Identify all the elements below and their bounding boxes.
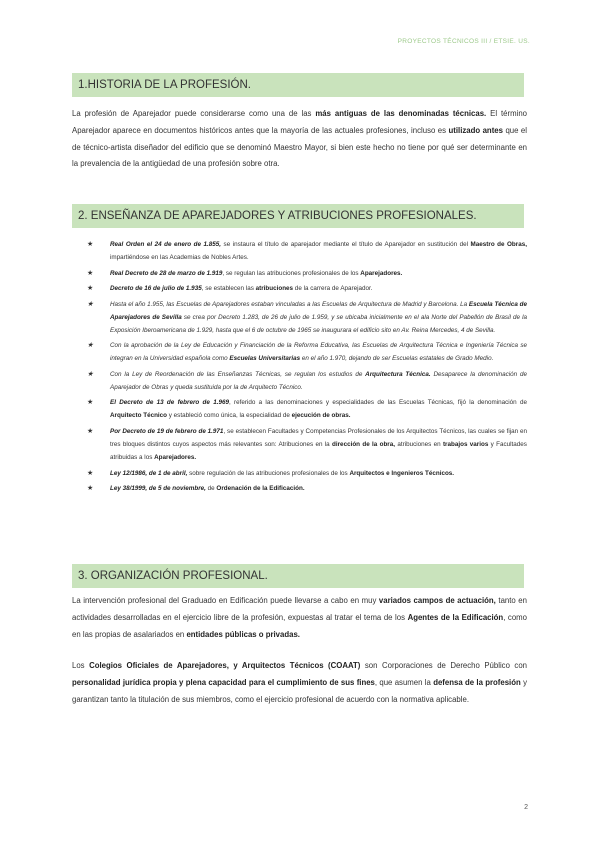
list-item: [72, 467, 527, 480]
body-text: , que asumen la: [374, 677, 434, 687]
emphasis-text: Maestro de Obras,: [470, 241, 527, 248]
emphasis-text: Escuelas Universitarias: [229, 355, 301, 363]
list-item: [72, 482, 527, 495]
emphasis-text: Aparejadores.: [154, 454, 197, 462]
star-bullet-icon: ★: [87, 269, 94, 277]
emphasis-text: Decreto de 16 de julio de 1.935: [110, 285, 202, 293]
star-bullet-icon: ★: [87, 370, 94, 378]
organizacion-paragraph-2: [72, 658, 527, 708]
body-text: tanto en actividades desarrolladas en el ejercicio libre de la profesión, expuestas al tratar el tema de los: [72, 596, 527, 622]
star-bullet-icon: ★: [87, 469, 94, 477]
body-text: y Facultades atribuidas a los: [110, 441, 527, 462]
body-text: La intervención profesional del Graduado en Edificación puede llevarse a cabo en muy: [72, 596, 379, 605]
list-item: [72, 425, 527, 464]
body-text: Los: [72, 661, 90, 670]
section-title-organizacion: 3. ORGANIZACIÓN PROFESIONAL.: [72, 564, 524, 588]
section-title-ensenanza: 2. ENSEÑANZA DE APAREJADORES Y ATRIBUCIONES PROFESIONALES.: [72, 204, 524, 228]
body-text: La profesión de Aparejador puede considerarse como una de las: [72, 109, 316, 118]
body-text: de: [205, 485, 217, 493]
list-item: [72, 396, 527, 422]
list-item: [72, 298, 527, 337]
body-text: , se establecen las: [201, 285, 256, 293]
list-item: [72, 282, 527, 295]
emphasis-text: utilizado antes: [448, 125, 503, 135]
atribuciones-list: [72, 238, 527, 498]
body-text: , se establecen Facultades y Competencias Profesionales de los Arquitectos Técnicos, las cuales se fijan en tres bloques distintos cuyos aspectos más relevantes son: Atribuciones en la: [110, 427, 528, 449]
list-item: [72, 339, 527, 365]
page-number: 2: [524, 804, 528, 811]
list-item: [72, 238, 527, 264]
emphasis-text: Por Decreto de 19 de febrero de 1.971: [110, 427, 224, 435]
emphasis-text: Ley 38/1999, de 5 de noviembre,: [110, 485, 206, 493]
emphasis-text: Arquitecto Técnico: [110, 412, 168, 420]
body-text: Hasta el año 1.955, las Escuelas de Aparejadores estaban vinculadas a las Escuelas de Arquitectura de Madrid y Barcelona. La: [110, 300, 469, 308]
emphasis-text: Real Decreto de 28 de marzo de 1.919: [110, 269, 223, 277]
emphasis-text: personalidad jurídica propia y plena capacidad para el cumplimiento de sus fines: [72, 677, 375, 687]
emphasis-text: El Decreto de 13 de febrero de 1.969: [110, 399, 229, 407]
body-text: son Corporaciones de Derecho Público con: [360, 661, 528, 670]
emphasis-text: Agentes de la Edificación: [407, 612, 504, 622]
historia-paragraph: [72, 106, 527, 173]
body-text: , referido a las denominaciones y especialidades de las Escuelas Técnicas, fijó la denominación de: [228, 399, 527, 407]
star-bullet-icon: ★: [87, 241, 94, 248]
emphasis-text: atribuciones: [255, 285, 294, 293]
emphasis-text: Ordenación de la Edificación.: [216, 485, 305, 493]
page-header: PROYECTOS TÉCNICOS III / ETSIE. US.: [397, 38, 530, 45]
section-title-historia: 1.HISTORIA DE LA PROFESIÓN.: [72, 73, 524, 97]
emphasis-text: trabajos varios: [442, 441, 489, 449]
emphasis-text: entidades públicas o privadas.: [186, 629, 300, 639]
organizacion-paragraph-1: [72, 593, 527, 643]
body-text: y estableció como única, la especialidad de: [167, 412, 292, 420]
body-text: Desaparece la denominación de Aparejador de Obras y queda sustituida por la de Arquitecto Técnico.: [110, 370, 527, 391]
star-bullet-icon: ★: [87, 485, 94, 493]
emphasis-text: Escuela Técnica de Aparejadores de Sevilla: [110, 300, 527, 321]
body-text: en el año 1.970, dejando de ser Escuelas estatales de Grado Medio.: [300, 355, 494, 363]
body-text: se crea por Decreto 1.283, de 26 de julio de 1.959, y se ubicaba inicialmente en el ala Norte del Pabellón de Brasil de la Exposición Iberoamericana de 1.929, hasta que el 6 de octubre de 1965 se inaugurara el edificio sito en Av. Reina Mercedes, 4 de Sevilla.: [110, 313, 527, 334]
emphasis-text: defensa de la profesión: [433, 677, 521, 687]
star-bullet-icon: ★: [87, 399, 94, 407]
body-text: se instaura el título de aparejador mediante el título de Aparejador en sustitución del: [221, 241, 471, 248]
emphasis-text: Aparejadores.: [360, 269, 403, 277]
star-bullet-icon: ★: [87, 342, 94, 350]
emphasis-text: Ley 12/1986, de 1 de abril,: [110, 469, 188, 477]
body-text: de la carrera de Aparejador.: [293, 285, 373, 293]
emphasis-text: más antiguas de las denominadas técnicas.: [315, 109, 487, 118]
body-text: Con la Ley de Reordenación de las Enseñanzas Técnicas, se regulan los estudios de: [110, 370, 366, 378]
star-bullet-icon: ★: [87, 427, 94, 435]
body-text: impartiéndose en las Academias de Nobles Artes.: [110, 254, 249, 262]
body-text: El término Aparejador aparece en documentos históricos antes que la mayoría de las actuales profesiones, incluso es: [72, 109, 527, 135]
star-bullet-icon: ★: [87, 300, 94, 308]
body-text: Con la aprobación de la Ley de Educación y Financiación de la Reforma Educativa, las Escuelas de Arquitectura Técnica e Ingeniería Técnica se integran en la Universidad española como: [110, 342, 527, 363]
body-text: sobre regulación de las atribuciones profesionales de los: [187, 469, 350, 477]
body-text: , como en las propias de asalariados en: [72, 612, 527, 639]
emphasis-text: dirección de la obra,: [332, 441, 395, 449]
list-item: [72, 368, 527, 394]
emphasis-text: Arquitectura Técnica.: [365, 370, 431, 378]
body-text: y garantizan tanto la titulación de sus miembros, como el ejercicio profesional de acuerdo con la normativa aplicable.: [72, 677, 527, 704]
body-text: que el de técnico-artista diseñador del edificio que se denominó Maestro Mayor, si bien este hecho no tiene por qué ser determinante en la prevalencia de la antigüedad de una profesión sobre otra.: [72, 125, 527, 169]
emphasis-text: Real Orden el 24 de enero de 1.855,: [110, 241, 222, 248]
emphasis-text: Arquitectos e Ingenieros Técnicos.: [349, 469, 455, 477]
list-item: [72, 267, 527, 280]
emphasis-text: variados campos de actuación,: [378, 596, 496, 605]
star-bullet-icon: ★: [87, 285, 94, 293]
emphasis-text: ejecución de obras.: [291, 412, 351, 420]
emphasis-text: Colegios Oficiales de Aparejadores, y Arquitectos Técnicos (COAAT): [89, 661, 361, 670]
body-text: atribuciones en: [395, 441, 443, 449]
body-text: , se regulan las atribuciones profesionales de los: [222, 269, 361, 277]
